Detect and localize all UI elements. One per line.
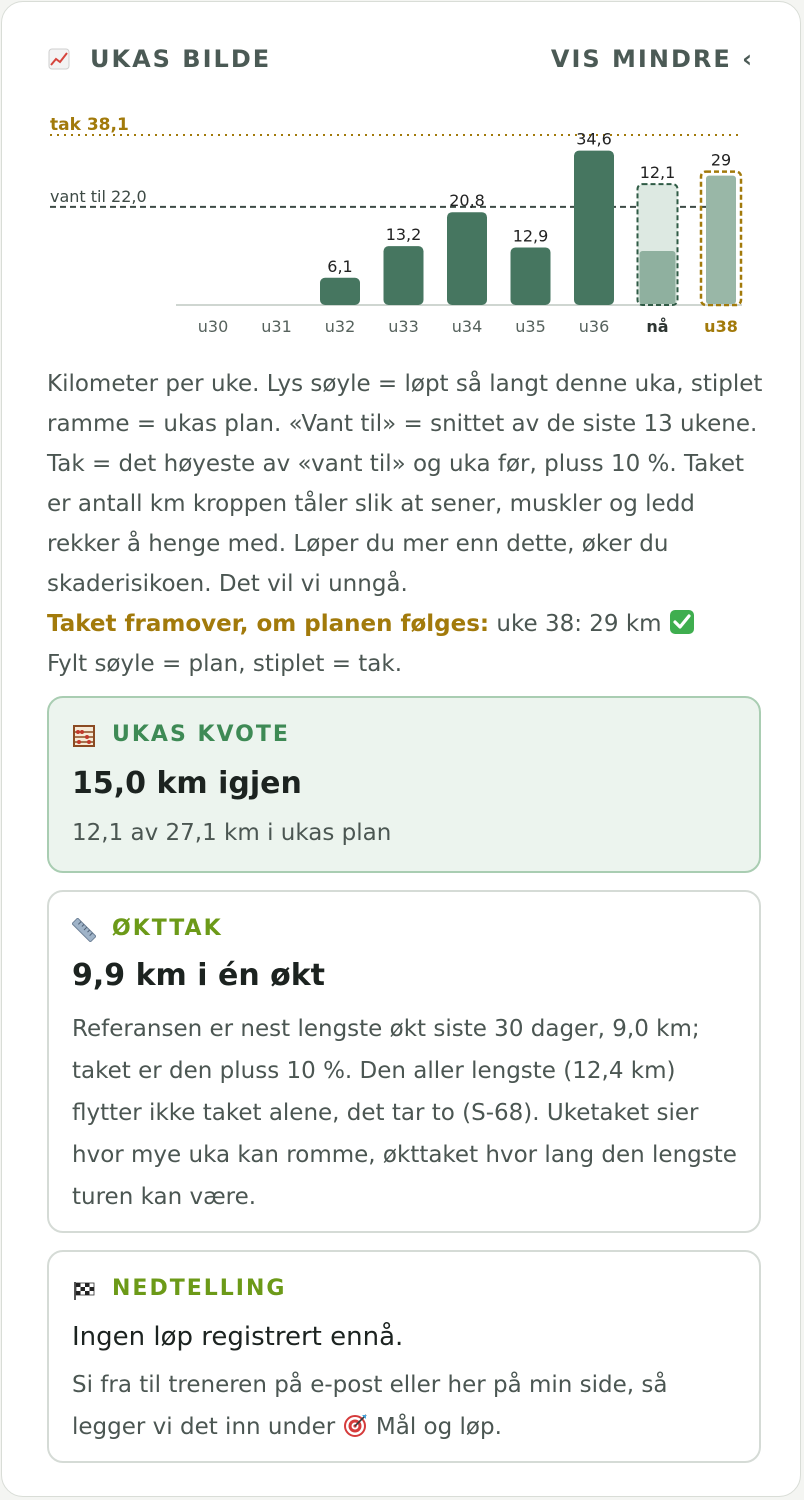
forecast-value: uke 38: 29 km bbox=[489, 611, 669, 637]
countdown-label: NEDTELLING bbox=[112, 1276, 287, 1301]
ref-line-label-0: tak 38,1 bbox=[50, 115, 129, 135]
bar-value-label: 6,1 bbox=[327, 256, 353, 276]
bar-value-label: 12,1 bbox=[639, 163, 676, 183]
x-tick-label: u30 bbox=[197, 317, 229, 336]
bar-u32 bbox=[320, 278, 360, 305]
x-tick-label: u38 bbox=[704, 317, 738, 336]
target-icon bbox=[343, 1412, 369, 1438]
x-tick-label: u32 bbox=[324, 317, 356, 336]
bar-u33 bbox=[384, 246, 424, 305]
quota-value: 15,0 km igjen bbox=[72, 766, 302, 801]
card-title: UKAS BILDE bbox=[90, 45, 272, 73]
bar-u38 bbox=[706, 176, 736, 304]
bar-u36 bbox=[574, 151, 614, 305]
bar-value-label: 12,9 bbox=[512, 226, 549, 246]
bar-value-label: 20,8 bbox=[449, 191, 485, 211]
countdown-detail bbox=[72, 1364, 739, 1448]
x-tick-label: u31 bbox=[261, 317, 292, 336]
x-tick-label: u33 bbox=[388, 317, 419, 336]
x-tick-label: nå bbox=[646, 317, 669, 336]
forecast-line bbox=[47, 604, 767, 644]
bar-value-label: 34,6 bbox=[576, 129, 612, 149]
chart-description bbox=[47, 364, 767, 684]
countdown-detail-text: Si fra til treneren på e-post eller her på min side, så legger vi det inn under bbox=[72, 1372, 668, 1440]
description-text: Kilometer per uke. Lys søyle = løpt så langt denne uka, stiplet ramme = ukas plan. «Vant til» = snittet av de siste 13 ukene. Tak = det høyeste av «vant til» og uka før, pluss 10 %. Taket er antall km kroppen tåler slik at sener, muskler og ledd rekker å henge med. Løper du mer enn dette, øker du skaderisikoen. Det vil vi unngå. bbox=[47, 371, 763, 597]
session-cap-panel bbox=[47, 890, 761, 1233]
checkered-flag-icon bbox=[72, 1278, 96, 1302]
quota-label: UKAS KVOTE bbox=[112, 722, 290, 747]
quota-panel bbox=[47, 696, 761, 873]
ruler-icon bbox=[72, 918, 96, 942]
check-mark-icon bbox=[669, 609, 695, 635]
bar-value-label: 29 bbox=[710, 150, 732, 170]
bar-nå bbox=[640, 251, 676, 304]
chart-trend-icon bbox=[48, 48, 70, 70]
abacus-icon bbox=[72, 724, 96, 748]
x-tick-label: u36 bbox=[578, 317, 610, 336]
weekly-card bbox=[1, 1, 801, 1497]
bar-u34 bbox=[447, 212, 487, 305]
countdown-panel bbox=[47, 1250, 761, 1463]
goals-and-races-link[interactable]: Mål og løp. bbox=[368, 1414, 502, 1440]
x-tick-label: u34 bbox=[451, 317, 483, 336]
ref-line-label-1: vant til 22,0 bbox=[50, 186, 147, 206]
session-cap-value: 9,9 km i én økt bbox=[72, 958, 326, 993]
x-tick-label: u35 bbox=[515, 317, 546, 336]
quota-detail: 12,1 av 27,1 km i ukas plan bbox=[72, 820, 392, 846]
card-header bbox=[48, 42, 754, 82]
session-cap-detail: Referansen er nest lengste økt siste 30 dager, 9,0 km; taket er den pluss 10 %. Den aller lengste (12,4 km) flytter ikke taket alene, det tar to (S-68). Uketaket sier hvor mye uka kan romme, økttaket hvor lang den lengste turen kan være. bbox=[72, 1016, 737, 1210]
weekly-km-chart bbox=[2, 102, 802, 342]
forecast-label: Taket framover, om planen følges: bbox=[47, 611, 490, 637]
bar-value-label: 13,2 bbox=[385, 225, 422, 245]
session-cap-label: ØKTTAK bbox=[112, 916, 223, 941]
countdown-value: Ingen løp registrert ennå. bbox=[72, 1322, 404, 1352]
chart-legend-text: Fylt søyle = plan, stiplet = tak. bbox=[47, 651, 403, 677]
show-less-toggle[interactable]: VIS MINDRE ‹ bbox=[550, 45, 754, 73]
bar-u35 bbox=[511, 247, 551, 305]
